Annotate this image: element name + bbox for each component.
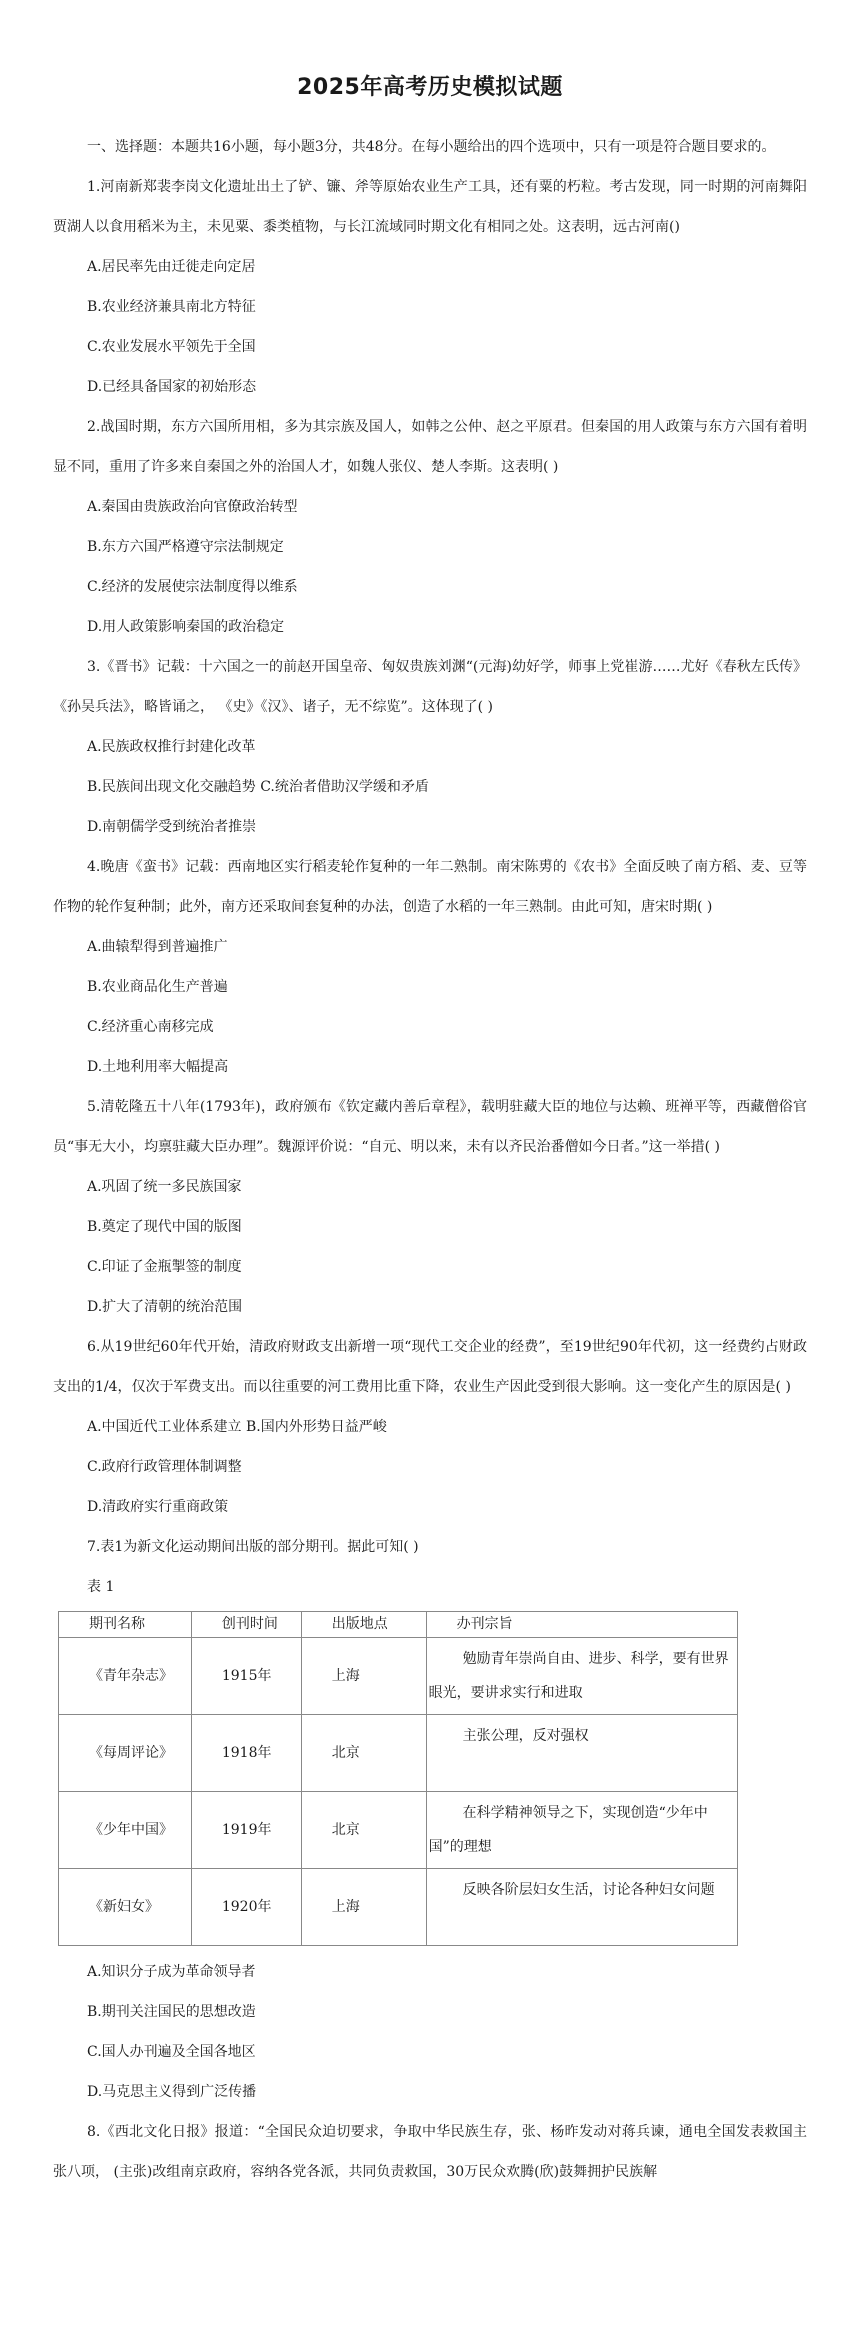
exam-title: 2025年高考历史模拟试题: [297, 75, 563, 100]
question-1-option-d[interactable]: D.已经具备国家的初始形态: [87, 379, 257, 395]
question-4-option-a[interactable]: A.曲辕犁得到普遍推广: [87, 939, 228, 955]
table-cell-place: 上海: [301, 1638, 426, 1715]
table-header-cell: 办刊宗旨: [426, 1612, 737, 1638]
table-header-cell: 期刊名称: [59, 1612, 192, 1638]
question-2-stem: 2.战国时期，东方六国所用相，多为其宗族及国人，如韩之公仲、赵之平原君。但秦国的用人政策与东方六国有着明显不同，重用了许多来自秦国之外的治国人才，如魏人张仪、楚人李斯。这表明( ): [53, 419, 807, 475]
table-row: [59, 1792, 738, 1869]
table-cell-purpose: 在科学精神领导之下，实现创造“少年中国”的理想: [426, 1792, 737, 1869]
question-2-option-b[interactable]: B.东方六国严格遵守宗法制规定: [87, 539, 284, 555]
table-row: [59, 1715, 738, 1792]
question-5-option-a[interactable]: A.巩固了统一多民族国家: [87, 1179, 242, 1195]
question-7-option-b[interactable]: B.期刊关注国民的思想改造: [87, 2004, 256, 2020]
question-4-stem: 4.晚唐《蛮书》记载：西南地区实行稻麦轮作复种的一年二熟制。南宋陈旉的《农书》全面反映了南方稻、麦、豆等作物的轮作复种制；此外，南方还采取间套复种的办法，创造了水稻的一年三熟制。由此可知，唐宋时期( ): [53, 859, 807, 915]
question-3-option-d[interactable]: D.南朝儒学受到统治者推崇: [87, 819, 257, 835]
question-7-option-d[interactable]: D.马克思主义得到广泛传播: [87, 2084, 257, 2100]
periodicals-table: [58, 1611, 738, 1946]
question-3-option-bc[interactable]: B.民族间出现文化交融趋势 C.统治者借助汉学缓和矛盾: [87, 779, 429, 795]
table-cell-name: 《少年中国》: [59, 1792, 192, 1869]
question-1-option-b[interactable]: B.农业经济兼具南北方特征: [87, 299, 256, 315]
table-cell-place: 上海: [301, 1869, 426, 1946]
question-1-option-c[interactable]: C.农业发展水平领先于全国: [87, 339, 256, 355]
question-5-option-c[interactable]: C.印证了金瓶掣签的制度: [87, 1259, 242, 1275]
table-cell-purpose: 主张公理，反对强权: [426, 1715, 737, 1792]
table-cell-year: 1918年: [191, 1715, 301, 1792]
question-5-option-b[interactable]: B.奠定了现代中国的版图: [87, 1219, 242, 1235]
table-cell-purpose: 勉励青年崇尚自由、进步、科学，要有世界眼光，要讲求实行和进取: [426, 1638, 737, 1715]
table-row: [59, 1638, 738, 1715]
question-3-stem: 3.《晋书》记载：十六国之一的前赵开国皇帝、匈奴贵族刘渊“(元海)幼好学，师事上党崔游……尤好《春秋左氏传》《孙吴兵法》，略皆诵之， 《史》《汉》、诸子，无不综览”。这体现了( ): [53, 659, 807, 715]
table-cell-name: 《新妇女》: [59, 1869, 192, 1946]
table-cell-name: 《每周评论》: [59, 1715, 192, 1792]
table-cell-year: 1920年: [191, 1869, 301, 1946]
question-6-option-c[interactable]: C.政府行政管理体制调整: [87, 1459, 242, 1475]
question-6-stem: 6.从19世纪60年代开始，清政府财政支出新增一项“现代工交企业的经费”，至19世纪90年代初，这一经费约占财政支出的1/4，仅次于军费支出。而以往重要的河工费用比重下降，农业生产因此受到很大影响。这一变化产生的原因是( ): [53, 1339, 807, 1395]
table-cell-name: 《青年杂志》: [59, 1638, 192, 1715]
question-6-option-ab[interactable]: A.中国近代工业体系建立 B.国内外形势日益严峻: [87, 1419, 387, 1435]
table-header-cell: 出版地点: [301, 1612, 426, 1638]
table-cell-year: 1919年: [191, 1792, 301, 1869]
table-cell-purpose: 反映各阶层妇女生活，讨论各种妇女问题: [426, 1869, 737, 1946]
question-4-option-d[interactable]: D.土地利用率大幅提高: [87, 1059, 229, 1075]
periodicals-table-wrap: [58, 1611, 807, 1946]
question-4-option-c[interactable]: C.经济重心南移完成: [87, 1019, 214, 1035]
question-5-option-d[interactable]: D.扩大了清朝的统治范围: [87, 1299, 243, 1315]
question-4-option-b[interactable]: B.农业商品化生产普遍: [87, 979, 228, 995]
table-cell-place: 北京: [301, 1715, 426, 1792]
question-7-option-c[interactable]: C.国人办刊遍及全国各地区: [87, 2044, 256, 2060]
question-7-stem: 7.表1为新文化运动期间出版的部分期刊。据此可知( ): [87, 1539, 419, 1555]
question-5-stem: 5.清乾隆五十八年(1793年)，政府颁布《钦定藏内善后章程》，载明驻藏大臣的地位与达赖、班禅平等，西藏僧俗官员“事无大小，均禀驻藏大臣办理”。魏源评价说：“自元、明以来，未有以齐民治番僧如今日者。”这一举措( ): [53, 1099, 807, 1155]
question-7-option-a[interactable]: A.知识分子成为革命领导者: [87, 1964, 256, 1980]
table-cell-year: 1915年: [191, 1638, 301, 1715]
question-3-option-a[interactable]: A.民族政权推行封建化改革: [87, 739, 256, 755]
table-row: [59, 1869, 738, 1946]
question-8-stem: 8.《西北文化日报》报道：“全国民众迫切要求，争取中华民族生存，张、杨昨发动对蒋兵谏，通电全国发表救国主张八项， (主张)改组南京政府，容纳各党各派，共同负责救国，30万民众欢腾(欣)鼓舞拥护民族解: [53, 2124, 807, 2180]
question-1-stem: 1.河南新郑裴李岗文化遗址出土了铲、镰、斧等原始农业生产工具，还有粟的朽粒。考古发现，同一时期的河南舞阳贾湖人以食用稻米为主，未见粟、黍类植物，与长江流域同时期文化有相同之处。这表明，远古河南(): [53, 179, 807, 235]
question-1-option-a[interactable]: A.居民率先由迁徙走向定居: [87, 259, 256, 275]
question-2-option-c[interactable]: C.经济的发展使宗法制度得以维系: [87, 579, 298, 595]
table-header-cell: 创刊时间: [191, 1612, 301, 1638]
table-cell-place: 北京: [301, 1792, 426, 1869]
section-intro: 一、选择题：本题共16小题，每小题3分，共48分。在每小题给出的四个选项中，只有一项是符合题目要求的。: [87, 139, 776, 155]
question-6-option-d[interactable]: D.清政府实行重商政策: [87, 1499, 229, 1515]
question-2-option-a[interactable]: A.秦国由贵族政治向官僚政治转型: [87, 499, 298, 515]
table-header-row: [59, 1612, 738, 1638]
question-2-option-d[interactable]: D.用人政策影响秦国的政治稳定: [87, 619, 285, 635]
table-caption: 表 1: [87, 1579, 115, 1595]
